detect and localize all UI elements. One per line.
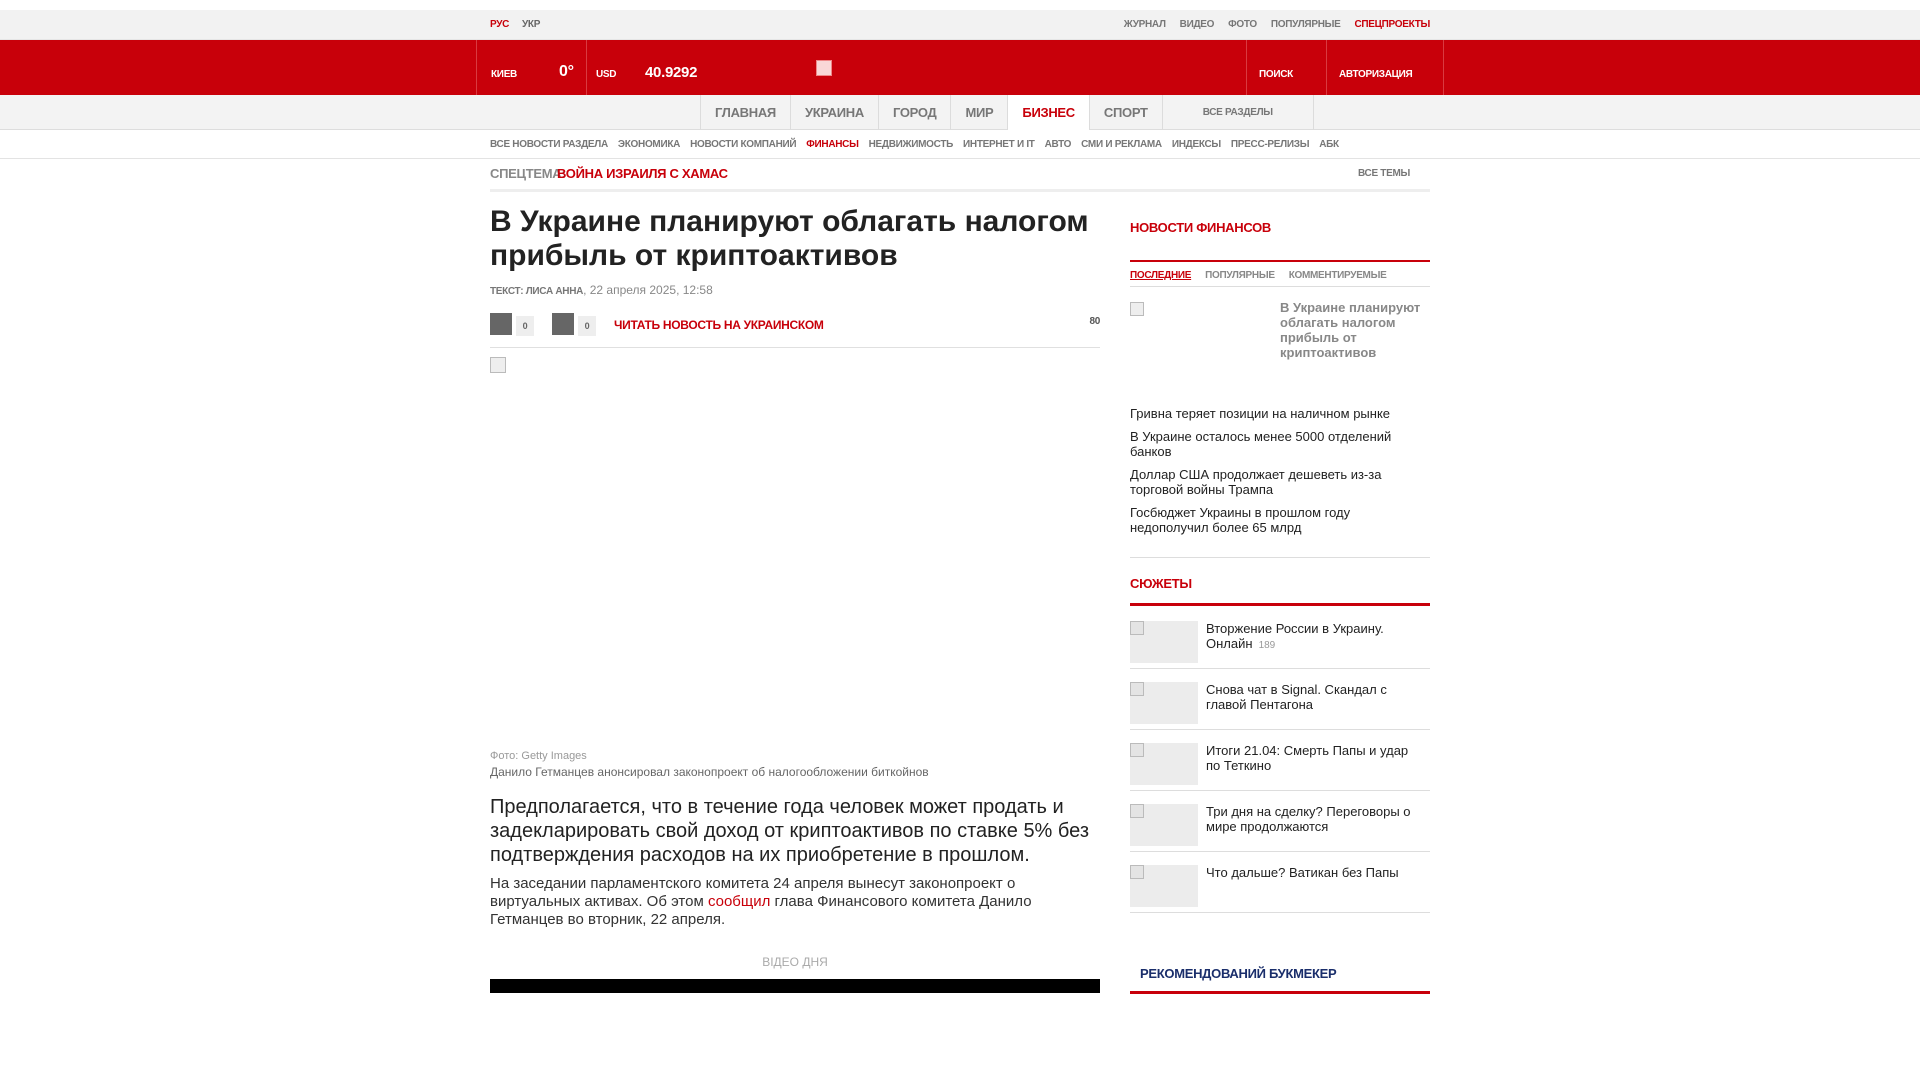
story-title[interactable]: Три дня на сделку? Переговоры о мире продолжаются <box>1206 804 1411 834</box>
lang-ru-link[interactable]: РУС <box>490 19 510 30</box>
share-facebook-icon[interactable] <box>490 313 512 335</box>
weather-widget[interactable] <box>476 40 586 95</box>
video-of-day-label: ВІДЕО ДНЯ <box>762 955 828 969</box>
top-link-video[interactable]: ВИДЕО <box>1179 19 1215 30</box>
special-topic-bar <box>490 162 1430 192</box>
sidebar <box>1130 220 1430 981</box>
finance-news-title[interactable]: НОВОСТИ ФИНАНСОВ <box>1130 220 1272 235</box>
story-title[interactable]: Что дальше? Ватикан без Папы <box>1206 865 1399 880</box>
auth-button[interactable] <box>1326 40 1444 95</box>
currency-label: USD <box>596 69 617 80</box>
subnav-item-press-releases[interactable]: ПРЕСС-РЕЛИЗЫ <box>1230 139 1310 150</box>
subnav-item-indexes[interactable]: ИНДЕКСЫ <box>1171 139 1221 150</box>
video-player[interactable] <box>490 979 1100 993</box>
share-telegram-icon[interactable] <box>552 313 574 335</box>
broken-image-icon <box>1130 743 1144 757</box>
broken-image-icon <box>1130 682 1144 696</box>
currency-widget[interactable] <box>586 40 696 95</box>
broken-image-icon <box>1130 621 1144 635</box>
subnav-item-internet-it[interactable]: ИНТЕРНЕТ И IT <box>963 139 1035 150</box>
recommended-bookmaker-title: РЕКОМЕНДОВАНИЙ БУКМЕКЕР <box>1130 966 1430 994</box>
top-links <box>1124 19 1430 30</box>
divider <box>1130 557 1430 558</box>
top-strip <box>0 10 1920 40</box>
article-body: На заседании парламентского комитета 24 апреля вынесут законопроект о виртуальных активах. Об этом сообщил глава Финансового комитета Данило Гетманцев во вторник, 22 апреля. <box>490 875 1032 928</box>
top-link-photo[interactable]: ФОТО <box>1228 19 1257 30</box>
share-count-telegram: 0 <box>578 316 596 336</box>
photo-credit: Фото: Getty Images <box>490 750 587 762</box>
article-photo <box>490 357 1100 737</box>
divider <box>1130 286 1430 287</box>
story-thumbnail[interactable] <box>1130 682 1198 724</box>
subnav-item-finance[interactable]: ФИНАНСЫ <box>806 139 859 150</box>
nav-item-world[interactable]: МИР <box>950 95 1007 130</box>
search-label: ПОИСК <box>1259 69 1293 80</box>
nav-item-ukraine[interactable]: УКРАИНА <box>790 95 878 130</box>
news-tabs <box>1130 260 1430 288</box>
news-list <box>1130 406 1430 543</box>
article <box>490 205 1100 969</box>
currency-rate: 40.9292 <box>645 64 698 81</box>
city-label: КИЕВ <box>491 69 517 80</box>
news-item[interactable]: Госбюджет Украины в прошлом году недополучил более 65 млрд <box>1130 505 1351 535</box>
nav-item-sport[interactable]: СПОРТ <box>1089 95 1162 130</box>
subnav-item-realty[interactable]: НЕДВИЖИМОСТЬ <box>868 139 954 150</box>
top-link-popular[interactable]: ПОПУЛЯРНЫЕ <box>1270 19 1341 30</box>
article-date: 22 апреля 2025, 12:58 <box>589 283 713 297</box>
source-link[interactable]: сообщил <box>707 893 771 910</box>
story-title[interactable]: Снова чат в Signal. Скандал с главой Пентагона <box>1206 682 1387 712</box>
special-topic-link[interactable]: ВОЙНА ИЗРАИЛЯ С ХАМАС <box>557 166 728 181</box>
subnav-item-auto[interactable]: АВТО <box>1044 139 1072 150</box>
story-thumbnail[interactable] <box>1130 804 1198 846</box>
nav-all-sections[interactable]: ВСЕ РАЗДЕЛЫ <box>1162 95 1314 130</box>
nav-item-business[interactable]: БИЗНЕС <box>1007 95 1088 130</box>
all-topics-link[interactable]: ВСЕ ТЕМЫ <box>1357 168 1410 179</box>
news-item[interactable]: Доллар США продолжает дешеветь из-за торговой войны Трампа <box>1130 467 1382 497</box>
article-byline: ТЕКСТ: ЛИСА АННА, 22 апреля 2025, 12:58 <box>490 283 713 297</box>
tab-commented[interactable]: КОММЕНТИРУЕМЫЕ <box>1288 270 1387 281</box>
site-logo[interactable] <box>816 60 832 76</box>
story-thumbnail[interactable] <box>1130 865 1198 907</box>
divider <box>1130 603 1430 606</box>
story-thumbnail[interactable] <box>1130 743 1198 785</box>
story-item[interactable] <box>1130 792 1430 852</box>
story-item[interactable] <box>1130 731 1430 791</box>
article-author[interactable]: ТЕКСТ: ЛИСА АННА <box>490 286 584 297</box>
top-link-specprojects[interactable]: СПЕЦПРОЕКТЫ <box>1354 19 1430 30</box>
temperature: 0° <box>559 63 574 80</box>
view-count: 80 <box>1089 316 1100 327</box>
broken-image-icon <box>1130 804 1144 818</box>
stories-title[interactable]: СЮЖЕТЫ <box>1130 576 1192 591</box>
story-comment-count: 189 <box>1258 640 1276 651</box>
special-topic-label: СПЕЦТЕМА: <box>490 166 566 181</box>
lang-ua-link[interactable]: УКР <box>522 19 541 30</box>
broken-image-icon[interactable] <box>1130 302 1144 316</box>
featured-news-title[interactable]: В Украине планируют облагать налогом прибыль от криптоактивов <box>1280 300 1421 360</box>
story-item[interactable] <box>1130 670 1430 730</box>
nav-item-city[interactable]: ГОРОД <box>878 95 951 130</box>
article-title: В Украине планируют облагать налогом прибыль от криптоактивов <box>490 205 1089 272</box>
news-item[interactable]: В Украине осталось менее 5000 отделений банков <box>1130 429 1392 459</box>
search-button[interactable] <box>1246 40 1326 95</box>
news-item[interactable]: Гривна теряет позиции на наличном рынке <box>1130 406 1391 421</box>
header-bar <box>0 40 1920 95</box>
story-title[interactable]: Итоги 21.04: Смерть Папы и удар по Теткино <box>1206 743 1409 773</box>
subnav-item-all-news[interactable]: ВСЕ НОВОСТИ РАЗДЕЛА <box>490 139 608 150</box>
top-link-journal[interactable]: ЖУРНАЛ <box>1123 19 1166 30</box>
subnav-item-media-ads[interactable]: СМИ И РЕКЛАМА <box>1081 139 1162 150</box>
subnav-item-abk[interactable]: АБК <box>1319 139 1339 150</box>
article-actions <box>490 308 1100 348</box>
share-count-facebook: 0 <box>516 316 534 336</box>
tab-latest[interactable]: ПОСЛЕДНИЕ <box>1130 270 1192 281</box>
main-nav <box>0 95 1920 130</box>
story-item[interactable] <box>1130 609 1430 669</box>
article-lead: Предполагается, что в течение года человек может продать и задекларировать свой доход от криптоактивов по ставке 5% без подтверждения расходов на их приобретение в прошлом. <box>490 796 1089 866</box>
auth-label: АВТОРИЗАЦИЯ <box>1339 69 1413 80</box>
broken-image-icon <box>1130 865 1144 879</box>
photo-caption: Данило Гетманцев анонсировал законопроект об налогообложении биткойнов <box>490 765 929 779</box>
read-ukrainian-link[interactable]: ЧИТАТЬ НОВОСТЬ НА УКРАИНСКОМ <box>614 318 824 332</box>
tab-popular[interactable]: ПОПУЛЯРНЫЕ <box>1205 270 1275 281</box>
nav-item-main[interactable]: ГЛАВНАЯ <box>700 95 790 130</box>
subnav-item-economy[interactable]: ЭКОНОМИКА <box>617 139 681 150</box>
story-item[interactable] <box>1130 853 1430 913</box>
broken-image-icon <box>490 357 506 373</box>
story-thumbnail[interactable] <box>1130 621 1198 663</box>
sub-nav <box>0 131 1920 159</box>
subnav-item-company-news[interactable]: НОВОСТИ КОМПАНИЙ <box>690 139 797 150</box>
story-title[interactable]: Вторжение России в Украину. Онлайн <box>1206 621 1384 651</box>
